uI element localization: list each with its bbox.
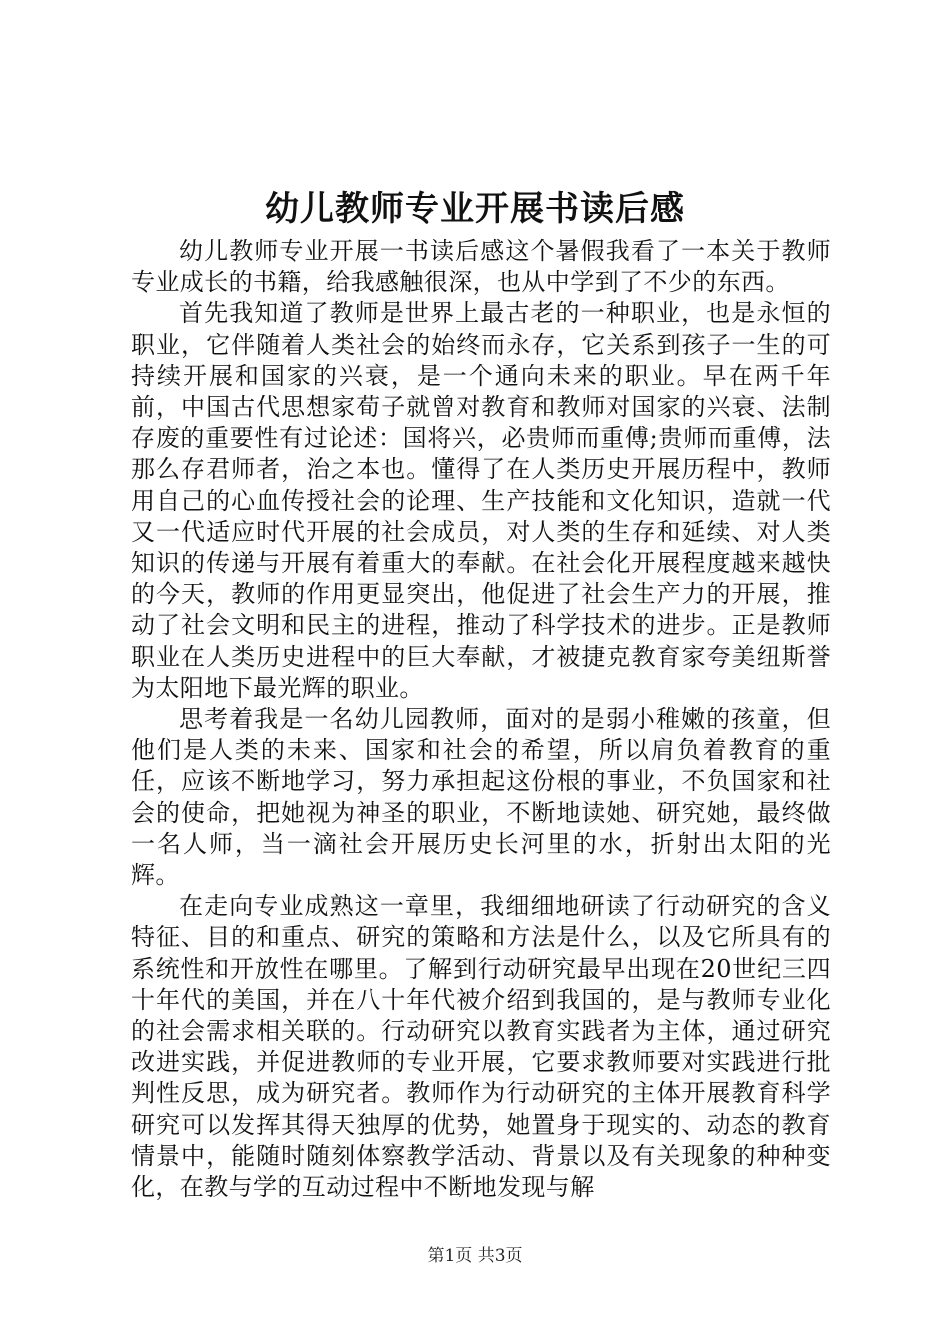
document-body xyxy=(131,236,831,1203)
paragraph-teacher-profession: 首先我知道了教师是世界上最古老的一种职业，也是永恒的职业，它伴随着人类社会的始终而永存，它关系到孩子一生的可持续开展和国家的兴衰，是一个通向未来的职业。早在两千年前，中国古代思想家荀子就曾对教育和教师对国家的兴衰、法制存废的重要性有过论述：国将兴，必贵师而重傅;贵师而重傅，法那么存君师者，治之本也。懂得了在人类历史开展历程中，教师用自己的心血传授社会的论理、生产技能和文化知识，造就一代又一代适应时代开展的社会成员，对人类的生存和延续、对人类知识的传递与开展有着重大的奉献。在社会化开展程度越来越快的今天，教师的作用更显突出，他促进了社会生产力的开展，推动了社会文明和民主的进程，推动了科学技术的进步。正是教师职业在人类历史进程中的巨大奉献，才被捷克教育家夸美纽斯誉为太阳地下最光辉的职业。 xyxy=(131,299,831,702)
paragraph-kindergarten-teacher: 思考着我是一名幼儿园教师，面对的是弱小稚嫩的孩童，但他们是人类的未来、国家和社会的希望，所以肩负着教育的重任，应该不断地学习，努力承担起这份根的事业，不负国家和社会的使命，把她视为神圣的职业，不断地读她、研究她，最终做一名人师，当一滴社会开展历史长河里的水，折射出太阳的光辉。 xyxy=(131,705,831,890)
page-number-footer: 第1页 共3页 xyxy=(427,1246,523,1266)
paragraph-intro: 幼儿教师专业开展一书读后感这个暑假我看了一本关于教师专业成长的书籍，给我感触很深，也从中学到了不少的东西。 xyxy=(131,237,831,297)
paragraph-action-research: 在走向专业成熟这一章里，我细细地研读了行动研究的含义特征、目的和重点、研究的策略和方法是什么，以及它所具有的系统性和开放性在哪里。了解到行动研究最早出现在20世纪三四十年代的美国，并在八十年代被介绍到我国的，是与教师专业化的社会需求相关联的。行动研究以教育实践者为主体，通过研究改进实践，并促进教师的专业开展，它要求教师要对实践进行批判性反思，成为研究者。教师作为行动研究的主体开展教育科学研究可以发挥其得天独厚的优势，她置身于现实的、动态的教育情景中，能随时随刻体察教学活动、背景以及有关现象的种种变化，在教与学的互动过程中不断地发现与解 xyxy=(131,892,831,1202)
page-title: 幼儿教师专业开展书读后感 xyxy=(265,189,685,229)
